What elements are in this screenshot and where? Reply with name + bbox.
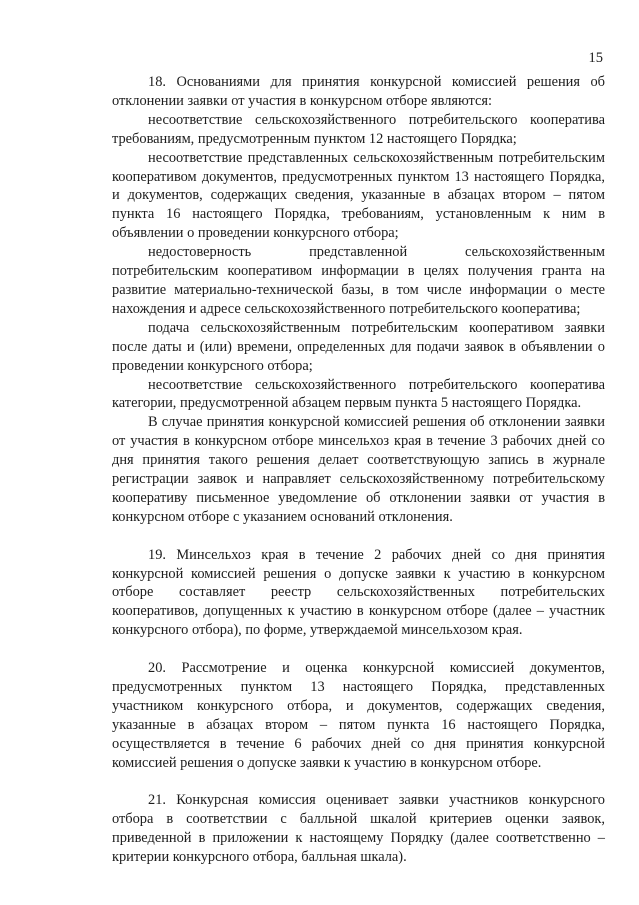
paragraph-18-item-1: несоответствие сельскохозяйственного потребительского кооператива требованиям, предусмотренным пунктом 12 настоящего Порядка; [112,111,605,147]
paragraph-19: 19. Минсельхоз края в течение 2 рабочих дней со дня принятия конкурсной комиссией решения о допуске заявки к участию в конкурсном отборе составляет реестр сельскохозяйственных потребительских кооперативов, допущенных к участию в конкурсном отборе (далее – участник конкурсного отбора), по форме, утверждаемой минсельхозом края. [112,546,605,639]
paragraph-18-item-3: недостоверность представленной сельскохозяйственным потребительским кооперативом информации в целях получения гранта на развитие материально-технической базы, в том числе информации о месте нахождения и адресе сельскохозяйственного потребительского кооператива; [112,244,605,317]
paragraph-18-intro: 18. Основаниями для принятия конкурсной комиссией решения об отклонении заявки от участия в конкурсном отборе являются: [112,74,605,109]
paragraph-18-item-4: подача сельскохозяйственным потребительским кооперативом заявки после даты и (или) времени, определенных для подачи заявок в объявлении о проведении конкурсного отбора; [112,319,605,374]
paragraph-18-item-2: несоответствие представленных сельскохозяйственным потребительским кооперативом документов, предусмотренных пунктом 13 настоящего Порядка, и документов, содержащих сведения, указанные в абзацах втором – пятом пункта 16 настоящего Порядка, требованиям, установленным к ним в объявлении о проведении конкурсного отбора; [112,149,605,242]
paragraph-18-rejection-notice: В случае принятия конкурсной комиссией решения об отклонении заявки от участия в конкурсном отборе минсельхоз края в течение 3 рабочих дней со дня принятия такого решения делает соответствующую запись в журнале регистрации заявок и направляет сельскохозяйственному потребительскому кооперативу письменное уведомление об отклонении заявки от участия в конкурсном отборе с указанием оснований отклонения. [112,414,605,525]
document-body [112,73,605,867]
page-number: 15 [588,50,603,66]
paragraph-21: 21. Конкурсная комиссия оценивает заявки участников конкурсного отбора в соответствии с балльной шкалой критериев оценки заявок, приведенной в приложении к настоящему Порядку (далее соответственно – критерии конкурсного отбора, балльная шкала). [112,792,605,866]
paragraph-18-item-5: несоответствие сельскохозяйственного потребительского кооператива категории, предусмотренной абзацем первым пункта 5 настоящего Порядка. [112,376,605,412]
paragraph-20: 20. Рассмотрение и оценка конкурсной комиссией документов, предусмотренных пунктом 13 настоящего Порядка, представленных участником конкурсного отбора, и документов, содержащих сведения, указанные в абзацах втором – пятом пункта 16 настоящего Порядка, осуществляется в течение 6 рабочих дней со дня принятия конкурсной комиссией решения о допуске заявки к участию в конкурсном отборе. [112,660,605,771]
